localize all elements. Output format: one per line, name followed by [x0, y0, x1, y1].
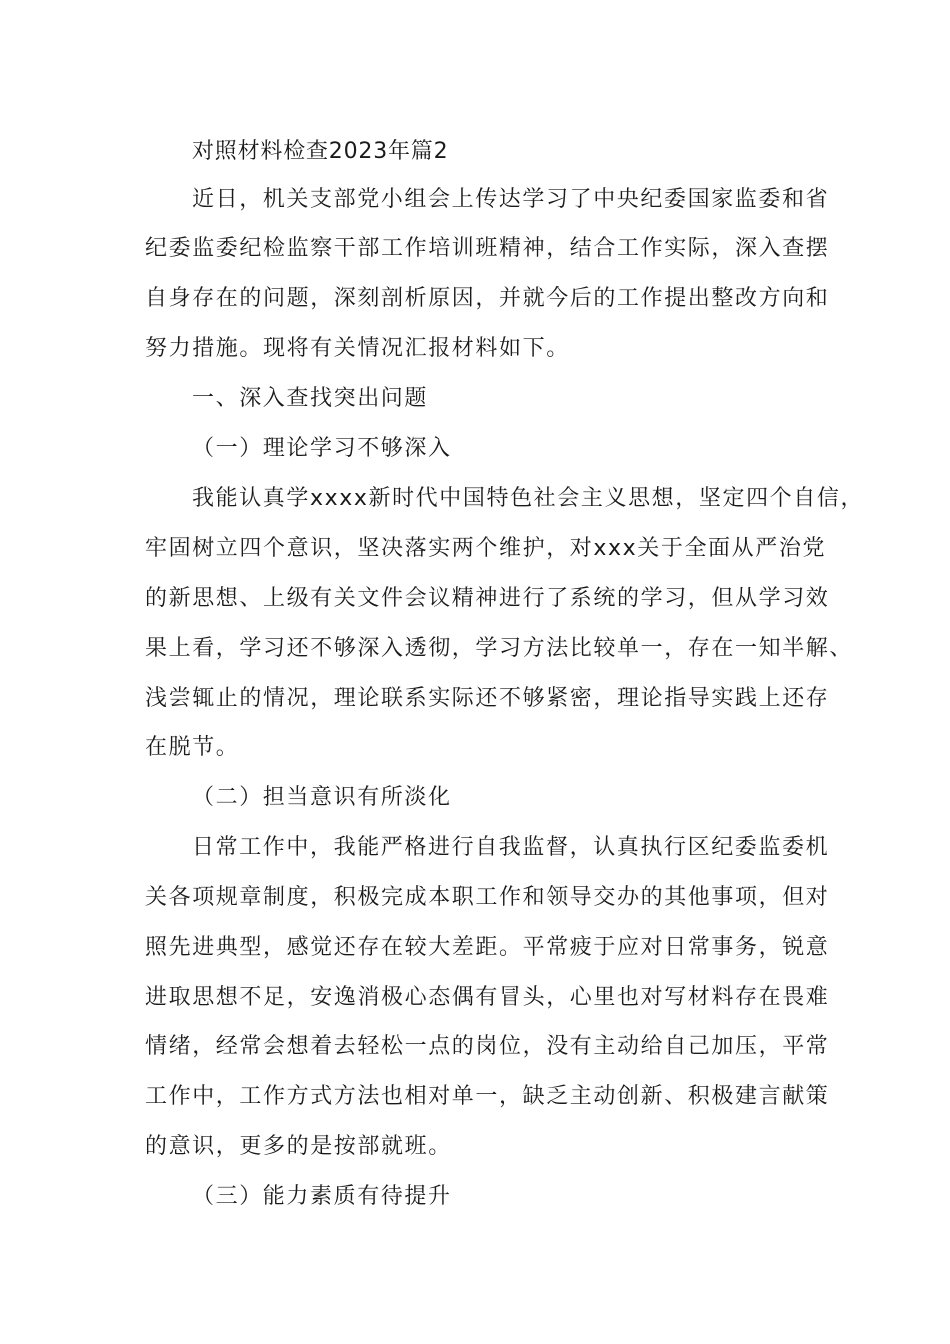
subsection-heading: （三）能力素质有待提升 — [192, 1184, 452, 1209]
body-line: 在脱节。 — [145, 735, 240, 760]
subsection-heading: （二）担当意识有所淡化 — [192, 785, 452, 810]
intro-line: 自身存在的问题，深刻剖析原因，并就今后的工作提出整改方向和 — [145, 286, 830, 311]
document-title: 对照材料检查2023年篇2 — [192, 139, 449, 164]
body-line: 关各项规章制度，积极完成本职工作和领导交办的其他事项，但对 — [145, 885, 830, 910]
intro-line: 纪委监委纪检监察干部工作培训班精神，结合工作实际，深入查摆 — [145, 236, 830, 261]
body-line: 工作中，工作方式方法也相对单一，缺乏主动创新、积极建言献策 — [145, 1084, 830, 1109]
body-line: 照先进典型，感觉还存在较大差距。平常疲于应对日常事务，锐意 — [145, 935, 830, 960]
body-line: 的意识，更多的是按部就班。 — [145, 1134, 452, 1159]
body-line: 日常工作中，我能严格进行自我监督，认真执行区纪委监委机 — [192, 835, 830, 860]
body-line: 我能认真学xxxx新时代中国特色社会主义思想，坚定四个自信， — [192, 486, 865, 511]
intro-line: 近日，机关支部党小组会上传达学习了中央纪委国家监委和省 — [192, 187, 830, 212]
body-line: 果上看，学习还不够深入透彻，学习方法比较单一，存在一知半解、 — [145, 636, 854, 661]
body-line: 浅尝辄止的情况，理论联系实际还不够紧密，理论指导实践上还存 — [145, 686, 830, 711]
body-line: 情绪，经常会想着去轻松一点的岗位，没有主动给自己加压，平常 — [145, 1034, 830, 1059]
body-line: 的新思想、上级有关文件会议精神进行了系统的学习，但从学习效 — [145, 586, 830, 611]
body-line: 进取思想不足，安逸消极心态偶有冒头，心里也对写材料存在畏难 — [145, 985, 830, 1010]
section-heading: 一、深入查找突出问题 — [192, 386, 429, 411]
subsection-heading: （一）理论学习不够深入 — [192, 436, 452, 461]
intro-line: 努力措施。现将有关情况汇报材料如下。 — [145, 336, 570, 361]
body-line: 牢固树立四个意识，坚决落实两个维护，对xxx关于全面从严治党 — [145, 536, 827, 561]
